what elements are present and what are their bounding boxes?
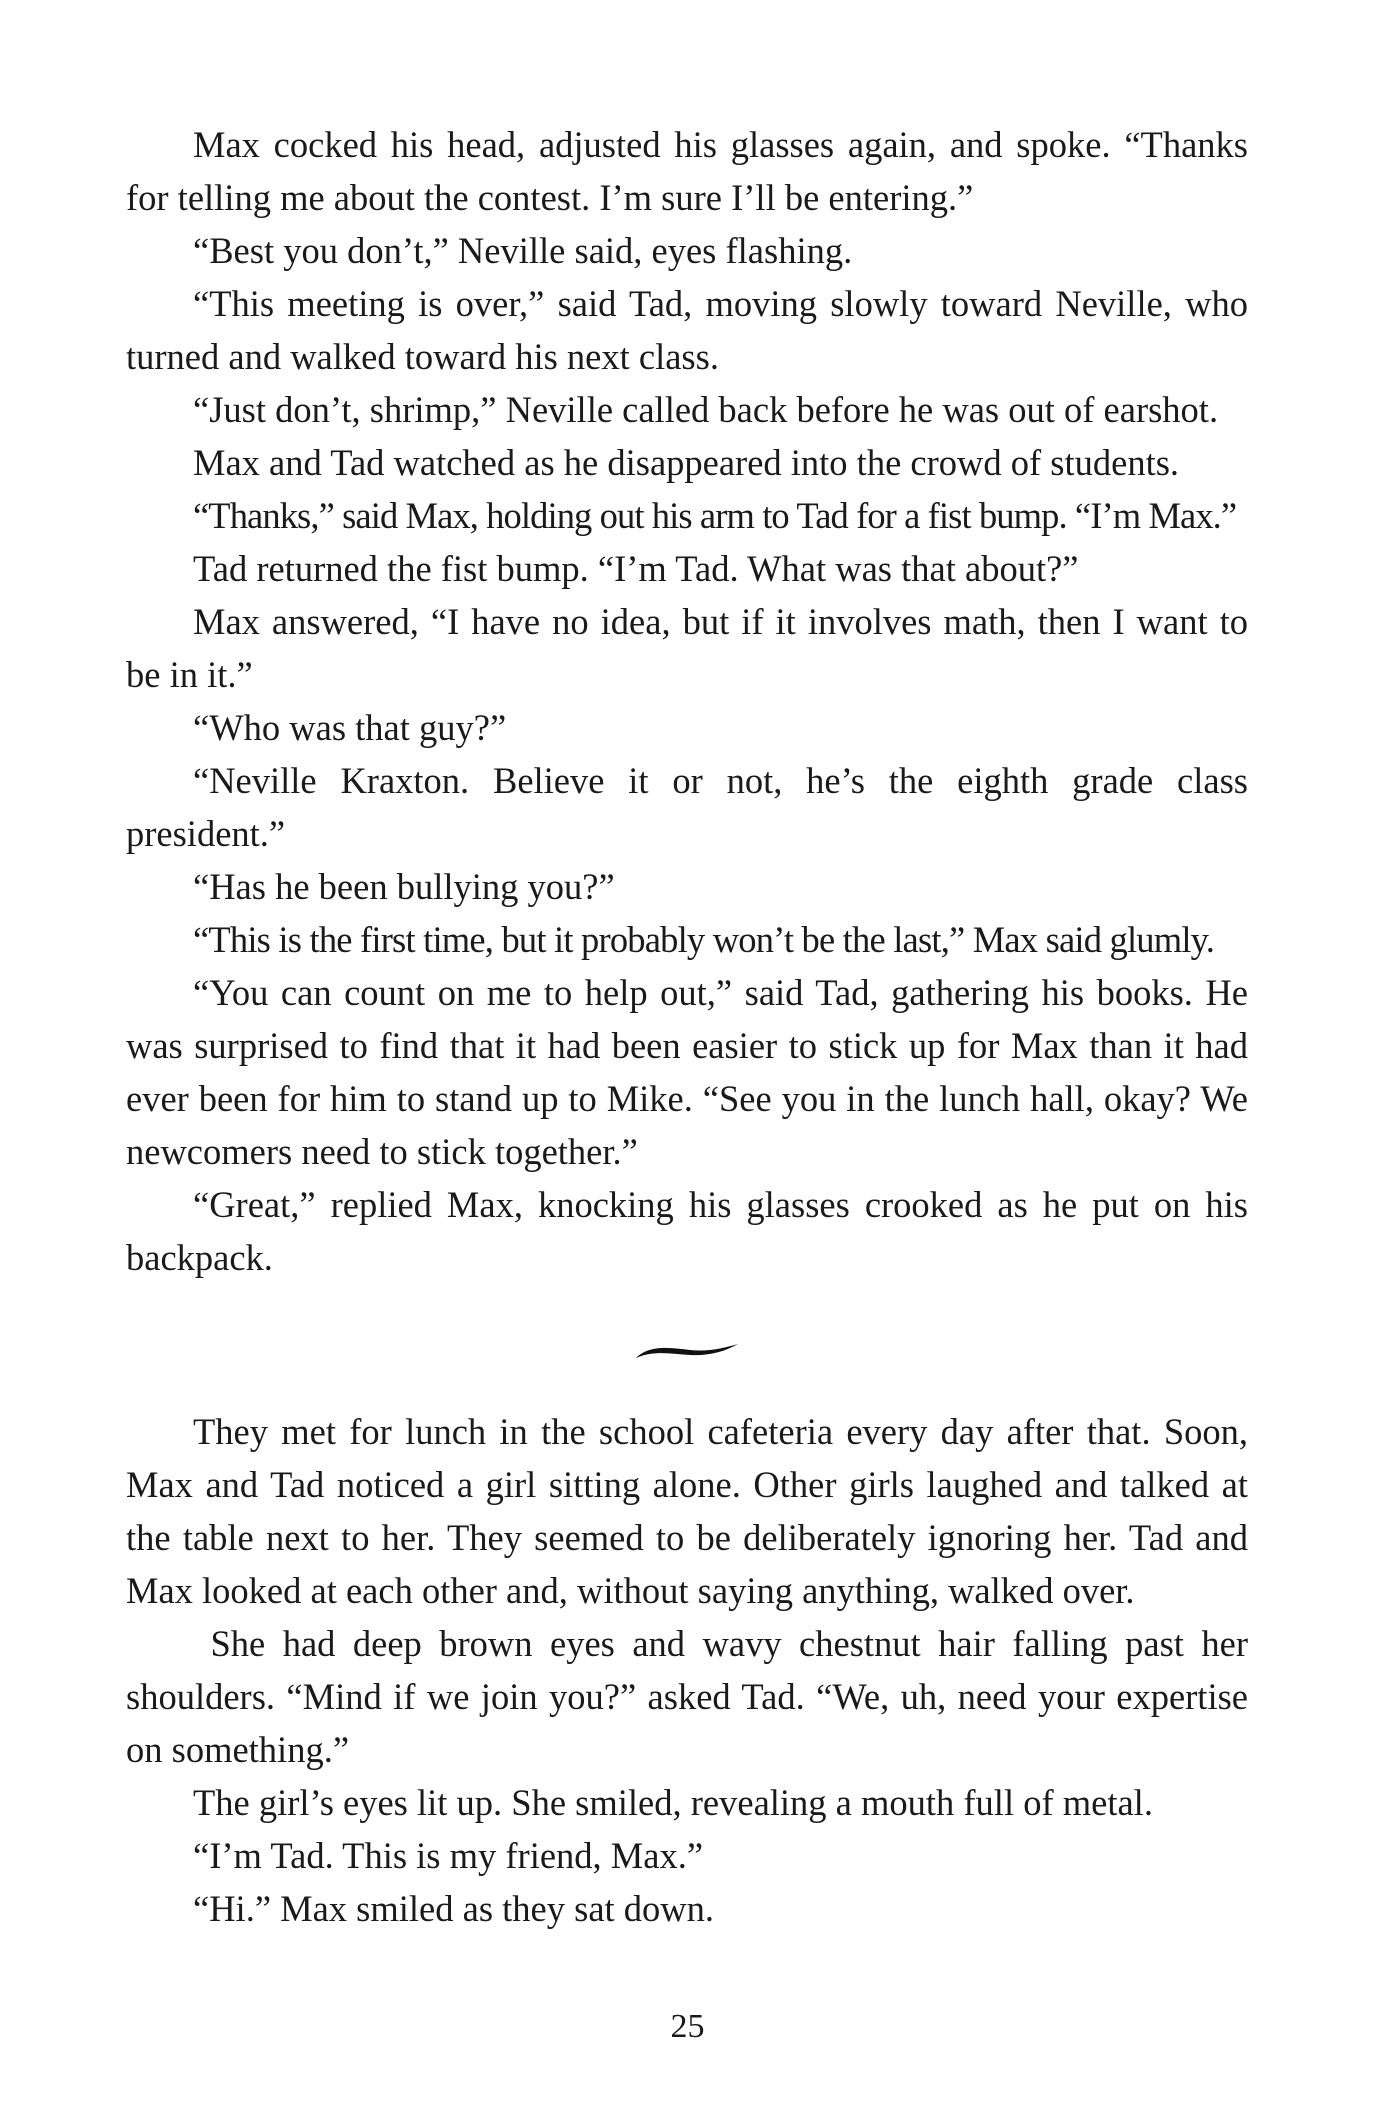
section-break-flourish-icon <box>632 1336 742 1368</box>
paragraph: “This is the first time, but it probably won’t be the last,” Max said glumly. <box>193 919 1215 960</box>
paragraph: Max answered, “I have no idea, but if it involves math, then I want to be in it.” <box>126 601 1248 695</box>
paragraph: Max and Tad watched as he disappeared into the crowd of students. <box>193 442 1180 483</box>
paragraph: “You can count on me to help out,” said Tad, gathering his books. He was surprised to find that it had been easier to stick up for Max than it had ever been for him to stand up to Mike. “See you in the lunch hall, okay? We newcomers need to stick together.” <box>126 972 1248 1172</box>
paragraph: “Hi.” Max smiled as they sat down. <box>193 1888 715 1929</box>
paragraph: “Neville Kraxton. Believe it or not, he’s the eighth grade class president.” <box>126 760 1248 854</box>
paragraph: “Has he been bullying you?” <box>193 866 615 907</box>
paragraph: “Who was that guy?” <box>193 707 507 748</box>
section-1 <box>126 118 1248 1284</box>
paragraph: Tad returned the fist bump. “I’m Tad. What was that about?” <box>193 548 1079 589</box>
page-number: 25 <box>670 2008 705 2045</box>
section-2 <box>126 1405 1258 1935</box>
paragraph: She had deep brown eyes and wavy chestnut hair falling past her shoulders. “Mind if we join you?” asked Tad. “We, uh, need your expertise on something.” <box>126 1623 1258 1770</box>
paragraph: “This meeting is over,” said Tad, moving slowly toward Neville, who turned and walked toward his next class. <box>126 283 1248 377</box>
page-body <box>126 118 1258 1935</box>
paragraph: “Just don’t, shrimp,” Neville called back before he was out of earshot. <box>193 389 1219 430</box>
paragraph: “I’m Tad. This is my friend, Max.” <box>193 1835 704 1876</box>
paragraph: The girl’s eyes lit up. She smiled, revealing a mouth full of metal. <box>193 1782 1153 1823</box>
paragraph: “Thanks,” said Max, holding out his arm to Tad for a fist bump. “I’m Max.” <box>193 495 1237 536</box>
paragraph: “Best you don’t,” Neville said, eyes flashing. <box>193 230 853 271</box>
paragraph: “Great,” replied Max, knocking his glasses crooked as he put on his backpack. <box>126 1184 1248 1278</box>
paragraph: Max cocked his head, adjusted his glasses again, and spoke. “Thanks for telling me about the contest. I’m sure I’ll be entering.” <box>126 124 1248 218</box>
paragraph: They met for lunch in the school cafeteria every day after that. Soon, Max and Tad noticed a girl sitting alone. Other girls laughed and talked at the table next to her. They seemed to be deliberately ignoring her. Tad and Max looked at each other and, without saying anything, walked over. <box>126 1411 1248 1611</box>
